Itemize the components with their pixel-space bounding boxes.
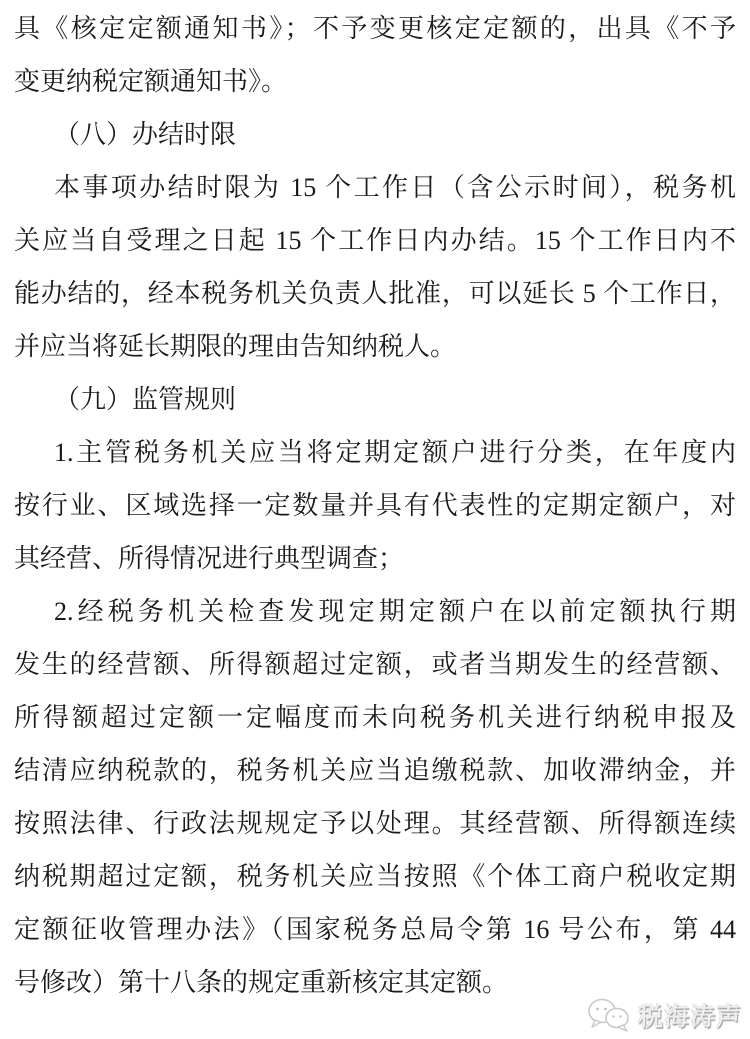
text-line: 纳税期超过定额，税务机关应当按照《个体工商户税收定期: [14, 862, 736, 891]
text-line: 所得额超过定额一定幅度而未向税务机关进行纳税申报及: [14, 703, 736, 732]
text-line: 定额征收管理办法》（国家税务总局令第 16 号公布，第 44: [14, 915, 736, 944]
text-line: 1.主管税务机关应当将定期定额户进行分类，在年度内: [54, 438, 736, 467]
text-line: 本事项办结时限为 15 个工作日（含公示时间），税务机: [54, 173, 736, 202]
watermark: [587, 997, 742, 1033]
text-line: 按行业、区域选择一定数量并具有代表性的定期定额户，对: [14, 491, 736, 520]
wechat-chat-bubbles-icon: [587, 997, 631, 1033]
text-line: 2.经税务机关检查发现定期定额户在以前定额执行期: [54, 597, 736, 626]
text-line: 其经营、所得情况进行典型调查；: [14, 544, 405, 573]
heading-line: （九）监管规则: [54, 385, 237, 414]
text-line: 能办结的，经本税务机关负责人批准，可以延长 5 个工作日，: [14, 279, 736, 308]
text-line: 具《核定定额通知书》；不予变更核定定额的，出具《不予: [14, 14, 736, 43]
text-line: 关应当自受理之日起 15 个工作日内办结。15 个工作日内不: [14, 226, 736, 255]
heading-line: （八）办结时限: [54, 120, 237, 149]
document-text-block: [14, 2, 736, 1009]
text-line: 发生的经营额、所得额超过定额，或者当期发生的经营额、: [14, 650, 736, 679]
text-line: 号修改）第十八条的规定重新核定其定额。: [14, 968, 509, 997]
text-line: 按照法律、行政法规规定予以处理。其经营额、所得额连续: [14, 809, 736, 838]
text-line: 结清应纳税款的，税务机关应当追缴税款、加收滞纳金，并: [14, 756, 736, 785]
text-line: 变更纳税定额通知书》。: [14, 67, 288, 96]
watermark-text: 税海涛声: [637, 1003, 742, 1031]
text-line: 并应当将延长期限的理由告知纳税人。: [14, 332, 457, 361]
